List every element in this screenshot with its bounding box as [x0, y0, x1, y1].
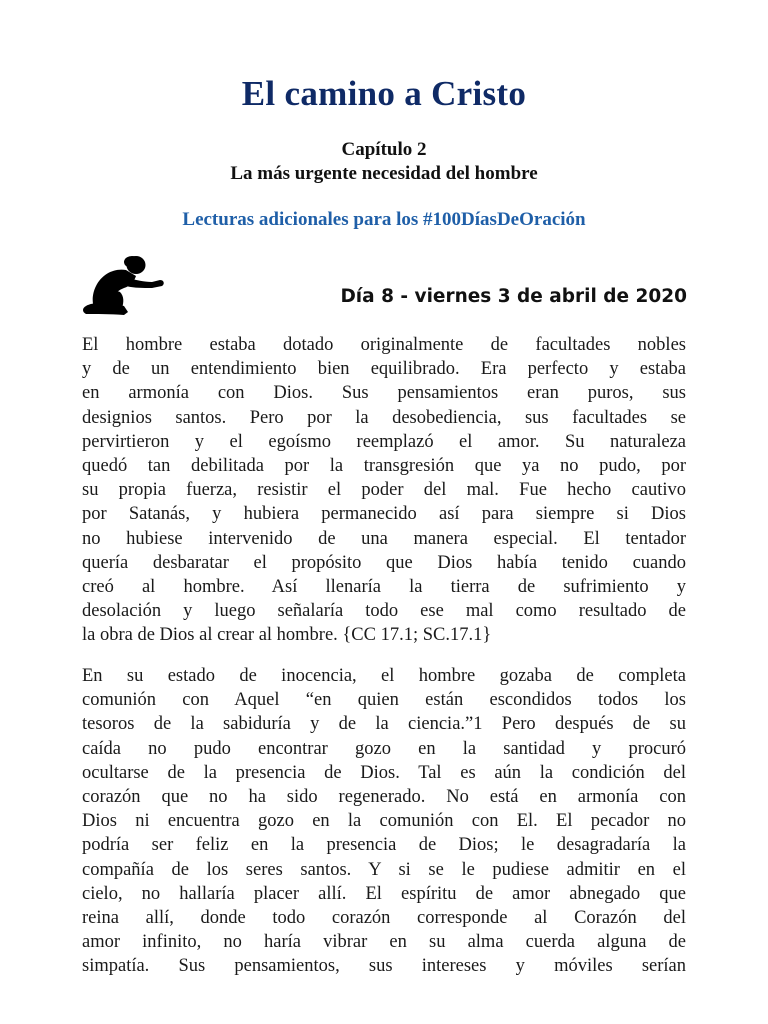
- text-line: por Satanás, y hubiera permanecido así para siempre si Dios: [82, 504, 686, 525]
- text-line: su propia fuerza, resistir el poder del mal. Fue hecho cautivo: [82, 480, 686, 501]
- text-line: cielo, no hallaría placer allí. El espíritu de amor abnegado que: [82, 883, 686, 904]
- chapter-number: Capítulo 2: [341, 139, 427, 160]
- text-line: quedó tan debilitada por la transgresión que ya no pudo, por: [82, 456, 686, 477]
- text-line: quería desbaratar el propósito que Dios había tenido cuando: [82, 552, 686, 573]
- chapter-title: La más urgente necesidad del hombre: [230, 163, 538, 184]
- page-title: El camino a Cristo: [241, 74, 527, 113]
- text-line: comunión con Aquel “en quien están escondidos todos los: [82, 690, 686, 711]
- text-line: corazón que no ha sido regenerado. No está en armonía con: [82, 787, 686, 808]
- praying-person-icon: [80, 256, 166, 318]
- text-line: desolación y luego señalaría todo ese mal como resultado de: [82, 601, 686, 622]
- text-line: El hombre estaba dotado originalmente de facultades nobles: [82, 335, 686, 355]
- text-line: pervirtieron y el egoísmo reemplazó el amor. Su naturaleza: [82, 431, 686, 452]
- text-line: y de un entendimiento bien equilibrado. Era perfecto y estaba: [82, 359, 686, 380]
- readings-line: Lecturas adicionales para los #100DíasDeOración: [182, 209, 586, 230]
- text-line: podría ser feliz en la presencia de Dios; le desagradaría la: [82, 835, 686, 856]
- text-line: Dios ni encuentra gozo en la comunión con El. El pecador no: [82, 811, 686, 832]
- paragraph-1: [82, 333, 686, 648]
- paragraph-2: [82, 664, 686, 979]
- day-heading: Día 8 - viernes 3 de abril de 2020: [340, 286, 687, 307]
- text-line: compañía de los seres santos. Y si se le pudiese admitir en el: [82, 859, 686, 880]
- text-line: la obra de Dios al crear al hombre. {CC 17.1; SC.17.1}: [82, 625, 492, 646]
- text-line: designios santos. Pero por la desobediencia, sus facultades se: [82, 407, 686, 428]
- text-line: caída no pudo encontrar gozo en la santidad y procuró: [82, 738, 686, 759]
- text-line: creó al hombre. Así llenaría la tierra de sufrimiento y: [82, 577, 686, 598]
- text-line: reina allí, donde todo corazón corresponde al Corazón del: [82, 908, 686, 929]
- text-line: simpatía. Sus pensamientos, sus intereses y móviles serían: [82, 956, 686, 977]
- text-line: amor infinito, no haría vibrar en su alma cuerda alguna de: [82, 932, 686, 953]
- text-line: tesoros de la sabiduría y de la ciencia.”1 Pero después de su: [82, 714, 686, 735]
- text-line: En su estado de inocencia, el hombre gozaba de completa: [82, 666, 686, 686]
- text-line: en armonía con Dios. Sus pensamientos eran puros, sus: [82, 383, 686, 404]
- text-line: ocultarse de la presencia de Dios. Tal es aún la condición del: [82, 762, 686, 783]
- text-line: no hubiese intervenido de una manera especial. El tentador: [82, 528, 686, 549]
